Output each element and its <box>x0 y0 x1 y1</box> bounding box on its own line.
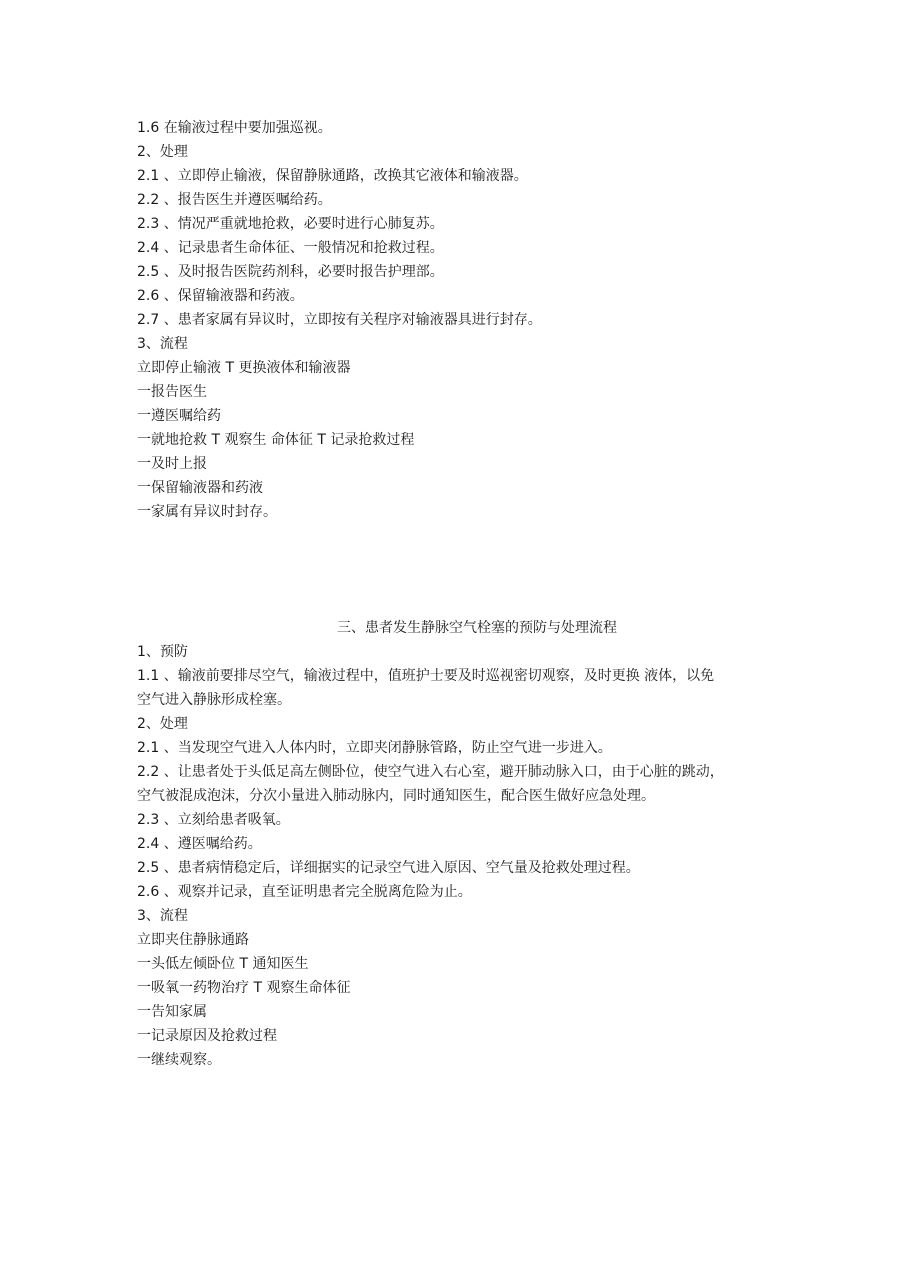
text-line: 2.4 、记录患者生命体征、一般情况和抢救过程。 <box>137 240 444 256</box>
text-line: 2.2 、让患者处于头低足高左侧卧位，使空气进入右心室，避开肺动脉入口，由于心脏的跳动， <box>137 764 724 780</box>
previous-section-continuation <box>137 116 797 524</box>
text-line: 2.5 、患者病情稳定后，详细据实的记录空气进入原因、空气量及抢救处理过程。 <box>137 860 640 876</box>
text-line: 一保留输液器和药液 <box>137 480 263 496</box>
text-line: 2.6 、观察并记录，直至证明患者完全脱离危险为止。 <box>137 884 472 900</box>
text-line: 一继续观察。 <box>137 1052 221 1068</box>
text-line: 2.2 、报告医生并遵医嘱给药。 <box>137 192 332 208</box>
text-line: 空气被混成泡沫，分次小量进入肺动脉内，同时通知医生，配合医生做好应急处理。 <box>137 788 655 804</box>
text-line: 2.5 、及时报告医院药剂科，必要时报告护理部。 <box>137 264 444 280</box>
text-line: 一遵医嘱给药 <box>137 408 221 424</box>
text-line: 1.6 在输液过程中要加强巡视。 <box>137 120 332 136</box>
text-line: 空气进入静脉形成栓塞。 <box>137 692 291 708</box>
text-line: 2.4 、遵医嘱给药。 <box>137 836 262 852</box>
text-line: 一家属有异议时封存。 <box>137 504 277 520</box>
text-line: 立即停止输液 T 更换液体和输液器 <box>137 360 351 376</box>
text-line: 一记录原因及抢救过程 <box>137 1028 277 1044</box>
text-line: 2.3 、立刻给患者吸氧。 <box>137 812 290 828</box>
text-line: 2.3 、情况严重就地抢救，必要时进行心肺复苏。 <box>137 216 444 232</box>
text-line: 立即夹住静脉通路 <box>137 932 249 948</box>
section-title: 三、患者发生静脉空气栓塞的预防与处理流程 <box>337 620 617 636</box>
air-embolism-section <box>137 616 797 1072</box>
text-line: 一吸氧一药物治疗 T 观察生命体征 <box>137 980 351 996</box>
text-line: 一及时上报 <box>137 456 207 472</box>
text-line: 一告知家属 <box>137 1004 207 1020</box>
text-line: 3、流程 <box>137 336 188 352</box>
text-line: 2、处理 <box>137 144 188 160</box>
text-line: 1、预防 <box>137 644 188 660</box>
text-line: 2.1 、立即停止输液，保留静脉通路，改换其它液体和输液器。 <box>137 168 528 184</box>
text-line: 一报告医生 <box>137 384 207 400</box>
text-line: 2.7 、患者家属有异议时，立即按有关程序对输液器具进行封存。 <box>137 312 542 328</box>
text-line: 2、处理 <box>137 716 188 732</box>
text-line: 3、流程 <box>137 908 188 924</box>
text-line: 1.1 、输液前要排尽空气，输液过程中，值班护士要及时巡视密切观察，及时更换 液体，以免 <box>137 668 715 684</box>
text-line: 一就地抢救 T 观察生 命体征 T 记录抢救过程 <box>137 432 415 448</box>
text-line: 2.6 、保留输液器和药液。 <box>137 288 304 304</box>
text-line: 一头低左倾卧位 T 通知医生 <box>137 956 309 972</box>
text-line: 2.1 、当发现空气进入人体内时，立即夹闭静脉管路，防止空气进一步进入。 <box>137 740 612 756</box>
